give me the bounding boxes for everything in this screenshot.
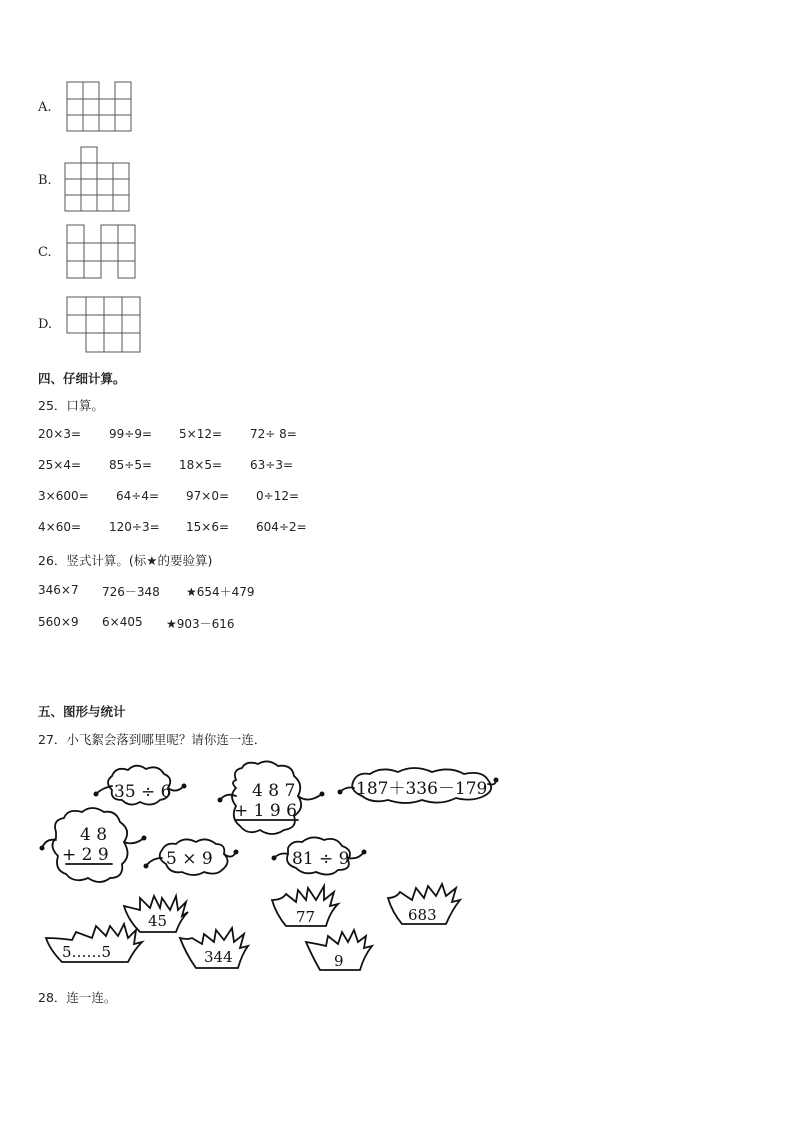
- cloud-2-bottom: + 1 9 6: [234, 801, 297, 821]
- cloud-5-text: 5 × 9: [166, 849, 213, 869]
- option-b-figure: [62, 145, 132, 215]
- grass-344[interactable]: [180, 928, 248, 968]
- cloud-35-div-6[interactable]: [94, 766, 185, 805]
- cloud-4-top: 4 8: [80, 825, 108, 845]
- grass-1-text: 45: [148, 912, 168, 930]
- grass-3-text: 683: [408, 906, 437, 924]
- q25-r4-c4: 604÷2=: [256, 520, 307, 534]
- q27-matching-figure: [36, 760, 506, 980]
- q26-r1-c2: 726－348: [102, 585, 160, 599]
- question-27-title: 27．小飞絮会落到哪里呢？请你连一连．: [38, 732, 267, 747]
- section-4-title: 四、仔细计算。: [38, 371, 126, 386]
- q26-r2-c2: 6×405: [102, 615, 143, 629]
- q26-r1-c3: ★654＋479: [186, 585, 255, 599]
- option-c-figure: [64, 223, 138, 281]
- cloud-5-times-9[interactable]: [144, 839, 237, 875]
- grass-683[interactable]: [388, 884, 460, 924]
- q25-r2-c1: 25×4=: [38, 458, 82, 472]
- q26-r2-c3: ★903－616: [166, 617, 235, 631]
- question-26-title: 26．竖式计算。(标★的要验算): [38, 553, 213, 568]
- cloud-487-plus-196[interactable]: [218, 761, 323, 834]
- q25-r4-c2: 120÷3=: [109, 520, 160, 534]
- q25-r2-c3: 18×5=: [179, 458, 223, 472]
- cloud-1-text: 35 ÷ 6: [114, 782, 172, 802]
- q25-r1-c1: 20×3=: [38, 427, 82, 441]
- option-d-label: D.: [38, 317, 53, 332]
- cloud-81-div-9[interactable]: [272, 837, 365, 874]
- q25-r1-c4: 72÷ 8=: [250, 427, 297, 441]
- option-a-figure: [64, 80, 134, 134]
- q25-r1-c3: 5×12=: [179, 427, 223, 441]
- grass-6-text: 9: [334, 952, 344, 970]
- q25-r3-c1: 3×600=: [38, 489, 89, 503]
- grass-5-remainder-5[interactable]: [46, 924, 142, 962]
- q25-r3-c2: 64÷4=: [116, 489, 160, 503]
- grass-5-text: 344: [204, 948, 233, 966]
- cloud-3-text: 187＋336－179: [356, 779, 488, 799]
- q25-r2-c2: 85÷5=: [109, 458, 153, 472]
- question-28-title: 28．连一连。: [38, 990, 117, 1005]
- option-b-label: B.: [38, 173, 52, 188]
- section-5-title: 五、图形与统计: [38, 704, 126, 719]
- option-d-figure: [64, 295, 142, 355]
- q25-r4-c1: 4×60=: [38, 520, 82, 534]
- cloud-187-336-179[interactable]: [338, 768, 497, 803]
- q25-r3-c4: 0÷12=: [256, 489, 300, 503]
- cloud-2-top: 4 8 7: [252, 781, 296, 801]
- q25-r3-c3: 97×0=: [186, 489, 230, 503]
- grass-45[interactable]: [124, 896, 188, 932]
- grass-77[interactable]: [272, 886, 338, 926]
- option-c-label: C.: [38, 245, 52, 260]
- q25-r2-c4: 63÷3=: [250, 458, 294, 472]
- option-a-label: A.: [38, 100, 52, 115]
- q25-r4-c3: 15×6=: [186, 520, 230, 534]
- cloud-6-text: 81 ÷ 9: [292, 849, 350, 869]
- grass-2-text: 77: [296, 908, 316, 926]
- q25-r1-c2: 99÷9=: [109, 427, 153, 441]
- cloud-4-bottom: + 2 9: [62, 845, 109, 865]
- grass-9[interactable]: [306, 930, 372, 970]
- grass-4-text: 5……5: [62, 943, 112, 961]
- question-25-title: 25．口算。: [38, 398, 104, 413]
- q26-r2-c1: 560×9: [38, 615, 79, 629]
- cloud-48-plus-29[interactable]: [40, 808, 145, 882]
- q26-r1-c1: 346×7: [38, 583, 79, 597]
